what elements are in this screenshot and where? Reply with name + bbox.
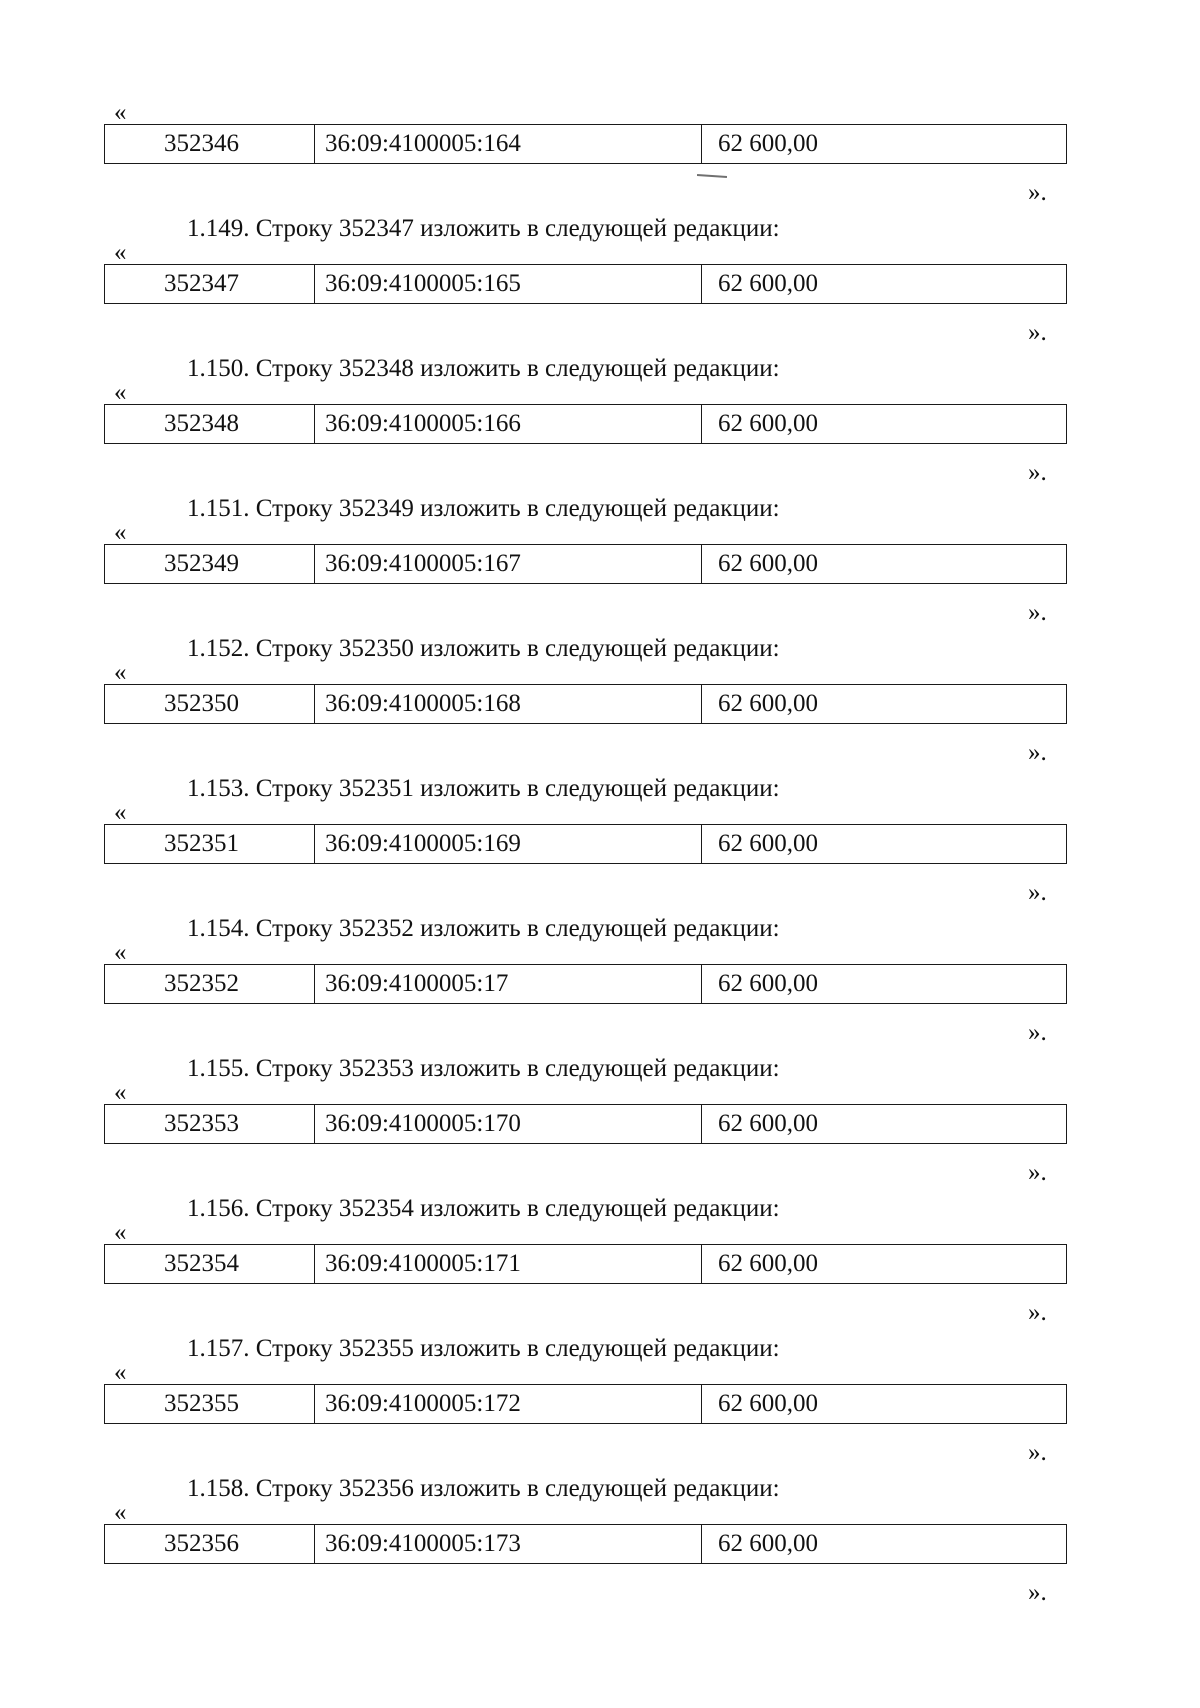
opening-quote: « [114, 799, 127, 826]
amendment-heading: 1.158. Строку 352356 изложить в следующей редакции: [187, 1475, 780, 1502]
row-code: 352354 [105, 1245, 315, 1283]
amount-value: 62 600,00 [718, 830, 818, 857]
table-row [104, 964, 1067, 1004]
cadastral-number: 36:09:4100005:172 [315, 1385, 702, 1423]
amendment-heading: 1.156. Строку 352354 изложить в следующей редакции: [187, 1195, 780, 1222]
table-row [104, 264, 1067, 304]
amount-value: 62 600,00 [718, 690, 818, 717]
table-row [104, 544, 1067, 584]
amount-value: 62 600,00 [718, 550, 818, 577]
closing-quote: ». [1028, 599, 1047, 626]
row-code: 352349 [105, 545, 315, 583]
table-row [104, 684, 1067, 724]
amendment-heading: 1.150. Строку 352348 изложить в следующей редакции: [187, 355, 780, 382]
amendment-heading: 1.155. Строку 352353 изложить в следующей редакции: [187, 1055, 780, 1082]
cadastral-number: 36:09:4100005:166 [315, 405, 702, 443]
row-code: 352356 [105, 1525, 315, 1563]
row-code: 352348 [105, 405, 315, 443]
opening-quote: « [114, 1499, 127, 1526]
cadastral-number: 36:09:4100005:165 [315, 265, 702, 303]
cadastral-number: 36:09:4100005:170 [315, 1105, 702, 1143]
closing-quote: ». [1028, 179, 1047, 206]
table-row [104, 1244, 1067, 1284]
opening-quote: « [114, 659, 127, 686]
row-code: 352352 [105, 965, 315, 1003]
row-code: 352355 [105, 1385, 315, 1423]
closing-quote: ». [1028, 879, 1047, 906]
amount-value: 62 600,00 [718, 410, 818, 437]
amendment-heading: 1.149. Строку 352347 изложить в следующей редакции: [187, 215, 780, 242]
closing-quote: ». [1028, 1019, 1047, 1046]
table-row [104, 1524, 1067, 1564]
cadastral-number: 36:09:4100005:17 [315, 965, 702, 1003]
opening-quote: « [114, 1359, 127, 1386]
cadastral-number: 36:09:4100005:173 [315, 1525, 702, 1563]
row-code: 352346 [105, 125, 315, 163]
cadastral-number: 36:09:4100005:168 [315, 685, 702, 723]
closing-quote: ». [1028, 739, 1047, 766]
table-row [104, 124, 1067, 164]
opening-quote: « [114, 1219, 127, 1246]
table-row [104, 1104, 1067, 1144]
amendment-heading: 1.153. Строку 352351 изложить в следующей редакции: [187, 775, 780, 802]
amount-value: 62 600,00 [718, 1390, 818, 1417]
table-row [104, 404, 1067, 444]
opening-quote: « [114, 239, 127, 266]
cadastral-number: 36:09:4100005:169 [315, 825, 702, 863]
row-code: 352353 [105, 1105, 315, 1143]
amount-value: 62 600,00 [718, 130, 818, 157]
amendment-block [0, 1475, 1200, 1652]
closing-quote: ». [1028, 1299, 1047, 1326]
opening-quote: « [114, 379, 127, 406]
closing-quote: ». [1028, 459, 1047, 486]
amount-value: 62 600,00 [718, 1110, 818, 1137]
cadastral-number: 36:09:4100005:164 [315, 125, 702, 163]
closing-quote: ». [1028, 319, 1047, 346]
table-row [104, 824, 1067, 864]
closing-quote: ». [1028, 1439, 1047, 1466]
table-row [104, 1384, 1067, 1424]
row-code: 352347 [105, 265, 315, 303]
opening-quote: « [114, 939, 127, 966]
amendment-heading: 1.152. Строку 352350 изложить в следующей редакции: [187, 635, 780, 662]
cadastral-number: 36:09:4100005:171 [315, 1245, 702, 1283]
amount-value: 62 600,00 [718, 970, 818, 997]
amendment-heading: 1.154. Строку 352352 изложить в следующей редакции: [187, 915, 780, 942]
amount-value: 62 600,00 [718, 1530, 818, 1557]
amendment-heading: 1.157. Строку 352355 изложить в следующей редакции: [187, 1335, 780, 1362]
row-code: 352350 [105, 685, 315, 723]
opening-quote: « [114, 99, 127, 126]
opening-quote: « [114, 1079, 127, 1106]
amount-value: 62 600,00 [718, 270, 818, 297]
cadastral-number: 36:09:4100005:167 [315, 545, 702, 583]
opening-quote: « [114, 519, 127, 546]
closing-quote: ». [1028, 1579, 1047, 1606]
row-code: 352351 [105, 825, 315, 863]
amount-value: 62 600,00 [718, 1250, 818, 1277]
closing-quote: ». [1028, 1159, 1047, 1186]
amendment-heading: 1.151. Строку 352349 изложить в следующей редакции: [187, 495, 780, 522]
